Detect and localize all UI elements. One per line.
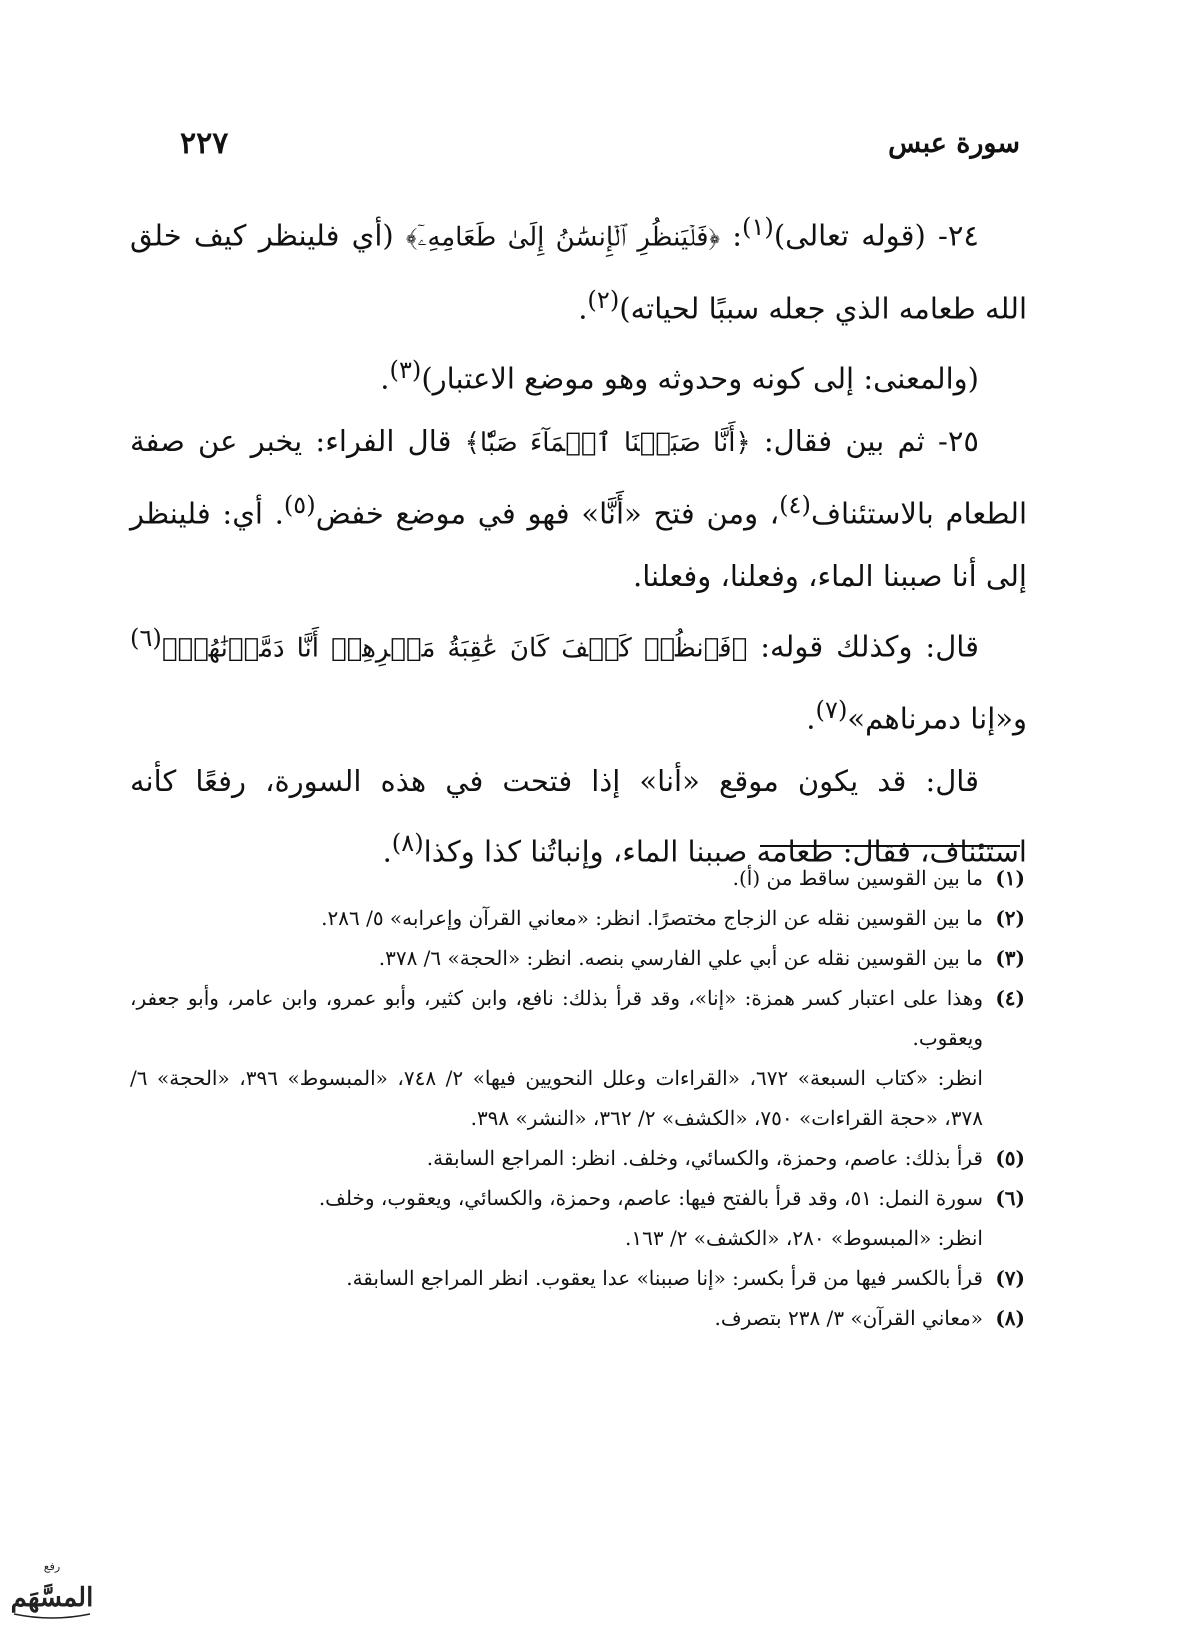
paragraph-24	[130, 196, 1027, 339]
paragraph-text: قال الفراء: يخبر عن صفة الطعام بالاستئناف	[130, 423, 1027, 531]
footnote-continuation	[130, 1218, 1025, 1258]
footnote	[130, 898, 1025, 938]
footnote	[130, 938, 1025, 978]
footnote-continuation	[130, 1058, 1025, 1138]
watermark-small-text: رفع	[43, 1560, 61, 1573]
paragraph-likewise	[130, 607, 1027, 750]
paragraph-text: :	[720, 218, 742, 253]
footnote-number: (٨)	[995, 1306, 1025, 1330]
footnote-text: قرأ بالكسر فيها من قرأ بكسر: «إنا صببنا» عدا يعقوب. انظر المراجع السابقة.	[346, 1266, 983, 1290]
quran-verse: ﴿فَلۡيَنظُرِ ٱلۡإِنسَٰنُ إِلَىٰ طَعَامِهِۦٓ﴾	[405, 222, 721, 253]
footnote-number: (٣)	[995, 946, 1025, 970]
footnote	[130, 1178, 1025, 1218]
paragraph-text: . أي: فلينظر إلى أنا صببنا الماء، وفعلنا، وفعلنا.	[130, 496, 1027, 593]
footnote-text: انظر: «كتاب السبعة» ٦٧٢، «القراءات وعلل النحويين فيها» ٢/ ٧٤٨، «المبسوط» ٣٩٦، «الحجة» ٦/ ٣٧٨، «حجة القراءات» ٧٥٠، «الكشف» ٢/ ٣٦٢، «النشر» ٣٩٨.	[130, 1066, 983, 1130]
footnote-ref: (٧)	[815, 696, 848, 725]
paragraph-text: قال: وكذلك قوله:	[747, 629, 979, 664]
paragraph-text: قال: قد يكون موقع «أنا» إذا فتحت في هذه السورة، رفعًا كأنه استئناف، فقال: طعامه صببنا الماء، وإنباتُنا كذا وكذا	[130, 763, 1027, 869]
footnote-divider	[760, 845, 1020, 847]
footnote-ref: (٦)	[130, 623, 162, 652]
watermark-logo	[6, 1556, 98, 1628]
footnote-text: ما بين القوسين نقله عن أبي علي الفارسي بنصه. انظر: «الحجة» ٦/ ٣٧٨.	[378, 946, 983, 970]
footnote-text: ما بين القوسين نقله عن الزجاج مختصرًا. انظر: «معاني القرآن وإعرابه» ٥/ ٢٨٦.	[321, 906, 983, 930]
footnote	[130, 1258, 1025, 1298]
paragraph-meaning	[130, 339, 1027, 410]
footnote-text: انظر: «المبسوط» ٢٨٠، «الكشف» ٢/ ١٦٣.	[625, 1226, 983, 1250]
paragraph-text: .	[806, 701, 816, 736]
paragraph-text: ٢٥- ثم بين فقال:	[750, 423, 979, 458]
footnote-number: (١)	[995, 866, 1025, 890]
footnote-ref: (٨)	[391, 828, 424, 857]
paragraph-25	[130, 410, 1027, 607]
footnote-text: سورة النمل: ٥١، وقد قرأ بالفتح فيها: عاصم، وحمزة، والكسائي، ويعقوب، وخلف.	[318, 1186, 983, 1210]
footnote-ref: (٤)	[779, 490, 811, 519]
footnote-ref: (٣)	[389, 356, 422, 385]
footnote-ref: (٢)	[587, 285, 620, 314]
surah-title: سورة عبس	[888, 127, 1020, 159]
footnote-number: (٧)	[995, 1266, 1025, 1290]
page-header	[180, 118, 1020, 168]
library-watermark	[6, 1556, 98, 1628]
footnote-text: قرأ بذلك: عاصم، وحمزة، والكسائي، وخلف. انظر: المراجع السابقة.	[426, 1146, 983, 1170]
watermark-main-text: المسَّهَم	[10, 1583, 94, 1613]
quran-verse: ﴿أَنَّا صَبَبۡنَا ٱلۡمَآءَ صَبّٗا﴾	[464, 427, 751, 458]
page-number: ٢٢٧	[180, 125, 229, 161]
footnote-number: (٦)	[995, 1186, 1025, 1210]
paragraph-text: (أي فلينظر كيف خلق الله طعامه الذي جعله سببًا لحياته)	[130, 218, 1027, 326]
quran-verse: ﴿فَٱنظُرۡ كَيۡفَ كَانَ عَٰقِبَةُ مَكۡرِهِمۡ أَنَّا دَمَّرۡنَٰهُمۡ﴾	[161, 633, 748, 664]
footnote-text: ما بين القوسين ساقط من (أ).	[732, 866, 983, 890]
footnote-ref: (١)	[742, 213, 774, 241]
paragraph-text: ، ومن فتح «أَنَّا» فهو في موضع خفض	[315, 496, 780, 531]
footnote-number: (٥)	[995, 1146, 1025, 1170]
main-text	[130, 196, 1027, 883]
paragraph-text: .	[380, 361, 390, 396]
paragraph-text: .	[578, 291, 588, 326]
footnote-text: «معاني القرآن» ٣/ ٢٣٨ بتصرف.	[714, 1306, 983, 1330]
footnote-number: (٢)	[995, 906, 1025, 930]
footnote-number: (٤)	[995, 986, 1025, 1010]
paragraph-text: ٢٤- (قوله تعالى)	[773, 218, 979, 253]
footnotes	[130, 858, 1025, 1338]
footnote	[130, 858, 1025, 898]
paragraph-text: .	[382, 834, 392, 869]
paragraph-text: و«إنا دمرناهم»	[847, 701, 1027, 736]
footnote	[130, 1298, 1025, 1338]
footnote	[130, 978, 1025, 1058]
footnote	[130, 1138, 1025, 1178]
paragraph-text: (والمعنى: إلى كونه وحدوثه وهو موضع الاعتبار)	[421, 361, 979, 396]
footnote-ref: (٥)	[283, 490, 316, 519]
footnote-text: وهذا على اعتبار كسر همزة: «إنا»، وقد قرأ بذلك: نافع، وابن كثير، وأبو عمرو، وابن عامر، وأبو جعفر، ويعقوب.	[130, 986, 983, 1050]
